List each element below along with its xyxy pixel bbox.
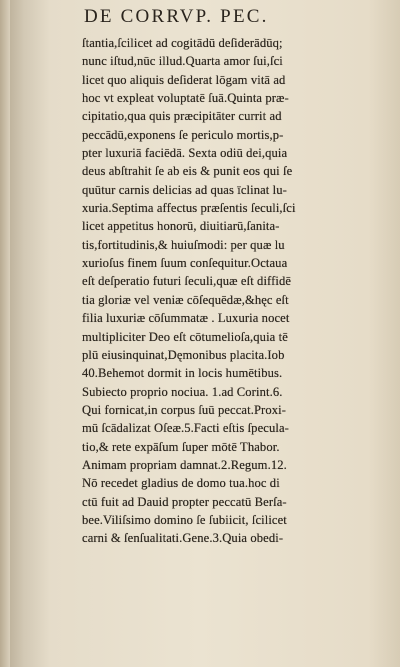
running-head: DE CORRVP. PEC.: [84, 6, 269, 27]
text-line: Subiecto proprio nociua. 1.ad Corint.6.: [82, 384, 283, 399]
text-line: licet appetitus honorū, diuitiarū,ſanita-: [82, 219, 280, 234]
text-line: peccādū,exponens ſe periculo mortis,p-: [82, 127, 284, 142]
text-line: licet quo aliquis deſiderat lōgam vitā ad: [82, 72, 286, 87]
text-line: carni & ſenſualitati.Gene.3.Quia obedi-: [82, 531, 284, 546]
text-line: nunc iſtud,nūc illud.Quarta amor ſui,ſci: [82, 54, 283, 69]
text-line: Qui fornicat,in corpus ſuū peccat.Proxi-: [82, 402, 287, 417]
text-line: multipliciter Deo eſt cōtumelioſa,quia tē: [82, 329, 288, 344]
text-line: xurioſus finem ſuum conſequitur.Octaua: [82, 256, 288, 271]
text-line: pter luxuriā faciēdā. Sexta odiū dei,quia: [82, 146, 288, 161]
page-fold-shadow: [10, 0, 50, 667]
text-line: bee.Viliſsimo domino ſe ſubiicit, ſcilicet: [82, 512, 287, 527]
text-line: 40.Behemot dormit in locis humētibus.: [82, 366, 283, 381]
text-line: plū eiusinquinat,Dęmonibus placita.Iob: [82, 347, 285, 362]
text-line: tia gloriæ vel veniæ cōſequēdæ,&hęc eſt: [82, 292, 289, 307]
text-line: Nō recedet gladius de domo tua.hoc di: [82, 476, 280, 491]
text-line: eſt deſperatio futuri ſeculi,quæ eſt diffidē: [82, 274, 292, 289]
text-block: [82, 34, 382, 548]
text-line: quūtur carnis delicias ad quas īclinat lu-: [82, 182, 287, 197]
text-line: Animam propriam damnat.2.Regum.12.: [82, 457, 287, 472]
text-line: mū ſcādalizat Oſeæ.5.Facti eſtis ſpecula-: [82, 421, 289, 436]
text-line: deus abſtrahit ſe ab eis & punit eos qui ſe: [82, 164, 293, 179]
text-line: filia luxuriæ cōſummatæ . Luxuria nocet: [82, 311, 290, 326]
text-line: hoc vt expleat voluptatē ſuā.Quinta præ-: [82, 91, 289, 106]
text-line: tio,& rete expāſum ſuper mōtē Thabor.: [82, 439, 280, 454]
text-line: ctū fuit ad Dauid propter peccatū Berſa-: [82, 494, 287, 509]
page-gutter: [0, 0, 10, 667]
text-line: tis,fortitudinis,& huiuſmodi: per quæ lu: [82, 237, 285, 252]
text-line: cipitatio,qua quis præcipitāter currit ad: [82, 109, 282, 124]
text-line: xuria.Septima affectus præſentis ſeculi,ſci: [82, 201, 296, 216]
text-line: ſtantia,ſcilicet ad cogitādū deſiderādūq;: [82, 36, 283, 50]
